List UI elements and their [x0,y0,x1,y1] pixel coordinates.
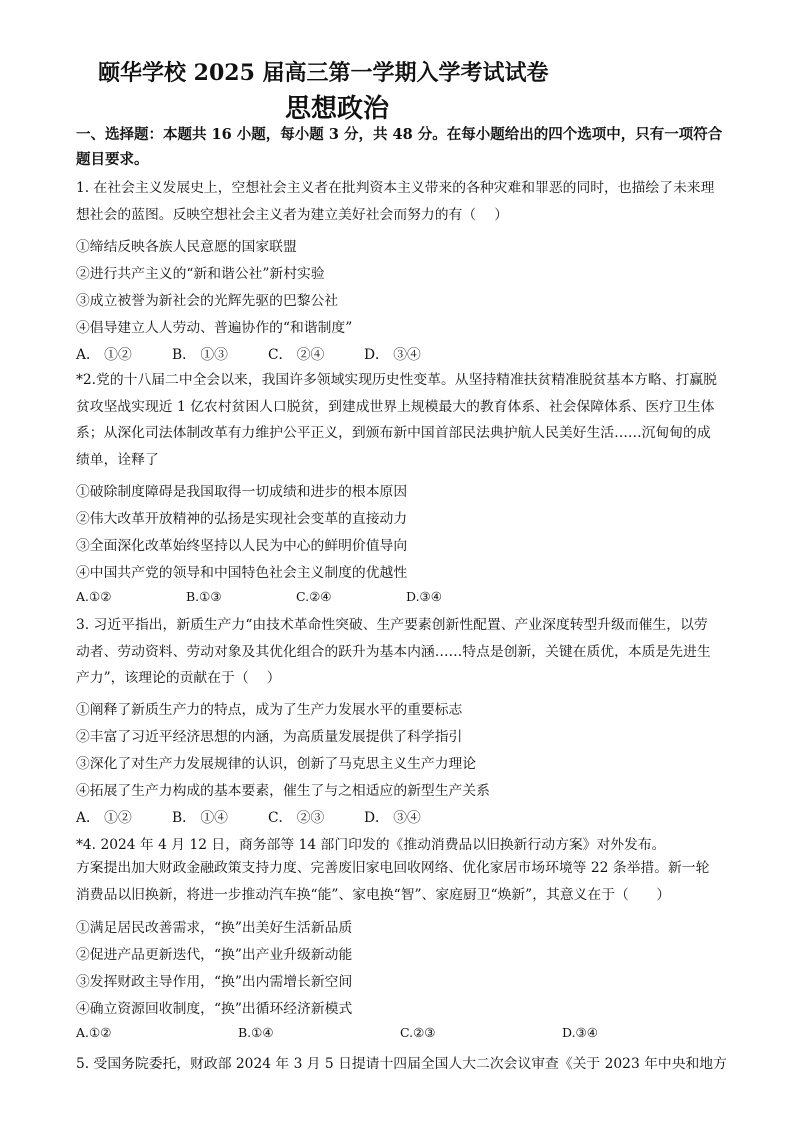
q4-options [76,1025,598,1040]
q3-options [76,806,421,826]
q4-item-1: ①满足居民改善需求，“换”出美好生活新品质 [76,920,353,936]
q3-option-b[interactable]: B． ①④ [172,810,228,826]
q3-option-c[interactable]: C． ②③ [268,810,325,826]
exam-title: 颐华学校 2025 届高三第一学期入学考试试卷 [98,60,549,86]
q2-option-a[interactable]: A.①② [76,589,112,604]
q3-item-2: ②丰富了习近平经济思想的内涵，为高质量发展提供了科学指引 [76,729,463,745]
q3-item-3: ③深化了对生产力发展规律的认识，创新了马克思主义生产力理论 [76,756,477,772]
q4-item-4: ④确立资源回收制度，“换”出循环经济新模式 [76,1001,353,1017]
q1-item-1: ①缔结反映各族人民意愿的国家联盟 [76,239,297,255]
q1-option-d[interactable]: D． ③④ [364,347,421,363]
q2-item-4: ④中国共产党的领导和中国特色社会主义制度的优越性 [76,565,408,581]
q2-item-2: ②伟大改革开放精神的弘扬是实现社会变革的直接动力 [76,511,408,527]
q4-item-2: ②促进产品更新迭代，“换”出产业升级新动能 [76,947,353,963]
q4-option-d[interactable]: D.③④ [562,1025,598,1040]
q3-item-1: ①阐释了新质生产力的特点，成为了生产力发展水平的重要标志 [76,702,463,718]
q3-option-d[interactable]: D． ③④ [364,810,421,826]
question-1-stem: 1. 在社会主义发展史上，空想社会主义者在批判资本主义带来的各种灾难和罪恶的同时，也描绘了未来理想社会的蓝图。反映空想社会主义者为建立美好社会而努力的有（ ） [76,180,715,223]
q3-item-4: ④拓展了生产力构成的基本要素，催生了与之相适应的新型生产关系 [76,783,490,799]
question-5-stem: 5. 受国务院委托，财政部 2024 年 3 月 5 日提请十四届全国人大二次会议审查《关于 2023 年中央和地方 [76,1056,727,1072]
question-4-stem: 方案提出加大财政金融政策支持力度、完善废旧家电回收网络、优化家居市场环境等 22 条举措。新一轮消费品以旧换新，将进一步推动汽车换“能”、家电换“智”、家庭厨卫“焕新”，其意义在于（ ） [76,860,710,903]
q2-options [76,589,442,604]
q3-option-a[interactable]: A． ①② [76,810,132,826]
q4-option-b[interactable]: B.①④ [238,1025,274,1040]
q1-options [76,343,421,363]
q2-option-c[interactable]: C.②④ [296,589,332,604]
question-2-stem: *2.党的十八届二中全会以来，我国许多领域实现历史性变革。从坚持精准扶贫精准脱贫基本方略、打赢脱贫攻坚战实现近 1 亿农村贫困人口脱贫，到建成世界上规模最大的教育体系、社会保障体系、医疗卫生体系；从深化司法体制改革有力维护公平正义，到颁布新中国首部民法典护航人民美好生活……沉甸甸的成绩单，诠释了 [76,372,717,468]
question-4-intro: *4. 2024 年 4 月 12 日，商务部等 14 部门印发的《推动消费品以旧换新行动方案》对外发布。 [76,837,666,853]
q2-item-1: ①破除制度障碍是我国取得一切成绩和进步的根本原因 [76,484,408,500]
subject-title: 思想政治 [285,94,390,124]
q4-item-3: ③发挥财政主导作用，“换”出内需增长新空间 [76,974,353,990]
q1-item-2: ②进行共产主义的“新和谐公社”新村实验 [76,266,325,282]
q4-option-a[interactable]: A.①② [76,1025,112,1040]
q1-option-b[interactable]: B． ①③ [172,347,228,363]
q2-item-3: ③全面深化改革始终坚持以人民为中心的鲜明价值导向 [76,538,408,554]
q4-option-c[interactable]: C.②③ [400,1025,436,1040]
q1-option-a[interactable]: A． ①② [76,347,132,363]
q2-option-b[interactable]: B.①③ [186,589,222,604]
question-3-stem: 3. 习近平指出，新质生产力“由技术革命性突破、生产要素创新性配置、产业深度转型升级而催生，以劳动者、劳动资料、劳动对象及其优化组合的跃升为基本内涵……特点是创新，关键在质优，本质是先进生产力”，该理论的贡献在于（ ） [76,617,711,686]
section-heading: 一、选择题：本题共 16 小题，每小题 3 分，共 48 分。在每小题给出的四个选项中，只有一项符合题目要求。 [76,126,723,168]
q1-item-4: ④倡导建立人人劳动、普遍协作的“和谐制度” [76,320,353,336]
q1-option-c[interactable]: C． ②④ [268,347,325,363]
q2-option-d[interactable]: D.③④ [406,589,442,604]
q1-item-3: ③成立被誉为新社会的光辉先驱的巴黎公社 [76,293,339,309]
